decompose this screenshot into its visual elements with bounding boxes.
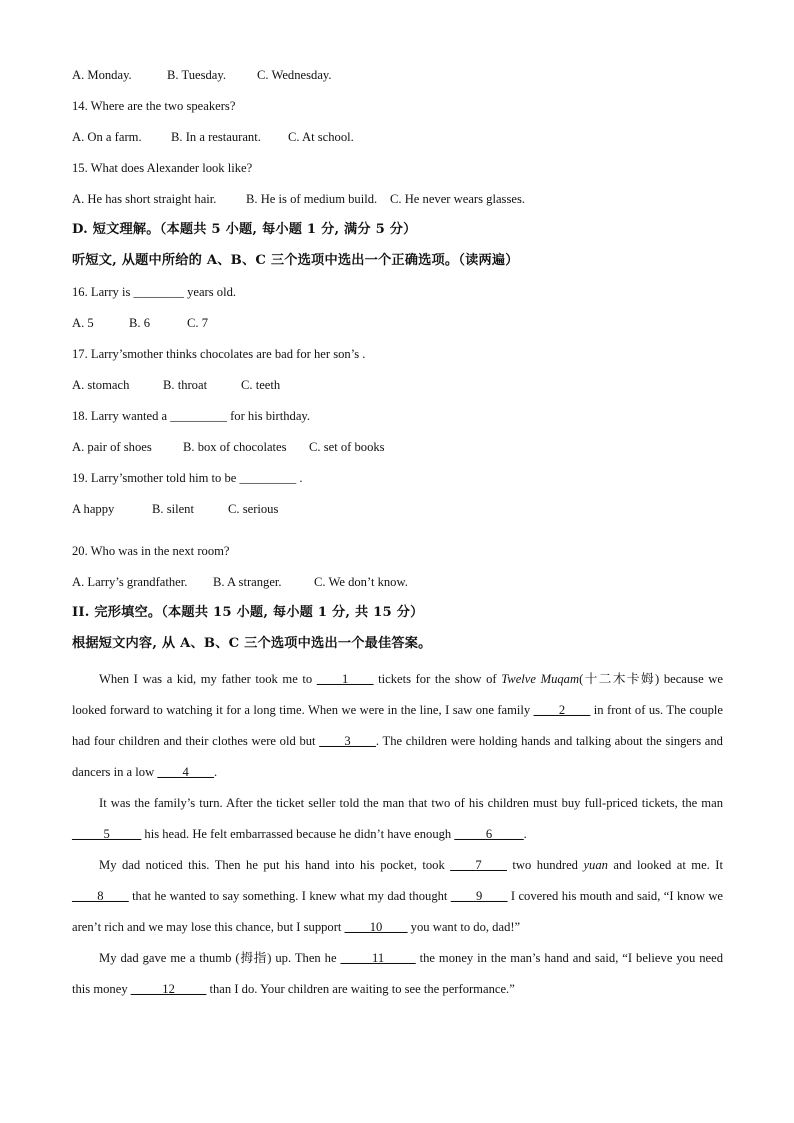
blank-8: ____8____ <box>72 889 129 903</box>
text: two hundred <box>506 858 584 872</box>
passage-paragraph-1 <box>72 664 723 788</box>
q13-options <box>72 64 723 95</box>
spacer <box>72 520 723 540</box>
q19-question: 19. Larry’smother told him to be _________ . <box>72 471 303 485</box>
option-b: B. In a restaurant. <box>171 130 261 144</box>
q14-options <box>72 126 723 157</box>
text: When I was a kid, my father took me to <box>99 672 317 686</box>
text: in front of us. The couple had four children and their clothes were old but <box>72 703 723 748</box>
option-b: B. box of chocolates <box>183 440 287 454</box>
q19-options <box>72 498 723 520</box>
blank-12: _____12_____ <box>130 982 207 996</box>
option-b: B. Tuesday. <box>167 68 227 82</box>
q14-question: 14. Where are the two speakers? <box>72 99 236 113</box>
option-b: B. He is of medium build. <box>246 192 378 206</box>
blank-2: ____2____ <box>533 703 591 717</box>
option-c: C. serious <box>228 502 279 516</box>
option-c: C. He never wears glasses. <box>390 192 525 206</box>
q18-question: 18. Larry wanted a _________ for his birthday. <box>72 409 311 423</box>
show-title: Twelve Muqam <box>501 672 580 686</box>
option-a: A. 5 <box>72 316 94 330</box>
section-2-instruction: 根据短文内容, 从 A、B、C 三个选项中选出一个最佳答案。 <box>72 636 432 651</box>
section-d-title: D. 短文理解。（本题共 5 小题, 每小题 1 分, 满分 5 分） <box>72 222 417 237</box>
q18-options <box>72 436 723 467</box>
q16-question: 16. Larry is ________ years old. <box>72 285 237 299</box>
text: I covered his mouth and said, “I know we aren’t rich and we may lose this chance, but I support <box>72 889 724 934</box>
blank-9: ____9____ <box>450 889 508 903</box>
option-a: A. He has short straight hair. <box>72 192 217 206</box>
passage-paragraph-3 <box>72 850 723 943</box>
text: (十二木卡姆) because we looked forward to watching it for a long time. When we were in the line, I saw one family <box>72 672 723 717</box>
blank-10: ____10____ <box>344 920 408 934</box>
option-b: B. throat <box>163 378 208 392</box>
blank-3: ____3____ <box>319 734 376 748</box>
exam-page <box>72 64 723 1005</box>
q15-question: 15. What does Alexander look like? <box>72 161 253 175</box>
text: . <box>214 765 218 779</box>
text: you want to do, dad!” <box>407 920 521 934</box>
text: . <box>523 827 527 841</box>
text: tickets for the show of <box>373 672 502 686</box>
option-b: B. 6 <box>129 316 150 330</box>
section-d-instruction: 听短文, 从题中所给的 A、B、C 三个选项中选出一个正确选项。（读两遍） <box>72 253 519 268</box>
option-a: A. Larry’s grandfather. <box>72 575 188 589</box>
blank-7: ____7____ <box>450 858 507 872</box>
yuan-word: yuan <box>583 858 608 872</box>
blank-5: _____5_____ <box>72 827 142 841</box>
option-c: C. teeth <box>241 378 281 392</box>
option-c: C. set of books <box>309 440 385 454</box>
q20-question: 20. Who was in the next room? <box>72 544 230 558</box>
option-a: A. pair of shoes <box>72 440 152 454</box>
text: that he wanted to say something. I knew what my dad thought <box>128 889 451 903</box>
q17-options <box>72 374 723 405</box>
option-a: A happy <box>72 502 115 516</box>
text: than I do. Your children are waiting to see the performance.” <box>206 982 515 996</box>
option-a: A. Monday. <box>72 68 132 82</box>
blank-6: _____6_____ <box>454 827 524 841</box>
option-c: C. 7 <box>187 316 208 330</box>
text: and looked at me. It <box>607 858 723 872</box>
option-c: C. At school. <box>288 130 354 144</box>
text: his head. He felt embarrassed because he didn’t have enough <box>141 827 455 841</box>
q16-options <box>72 312 723 343</box>
text: It was the family’s turn. After the ticket seller told the man that two of his children must buy full-priced tickets, the man <box>99 796 723 810</box>
blank-11: _____11_____ <box>340 951 416 965</box>
blank-4: ____4____ <box>157 765 214 779</box>
option-a: A. On a farm. <box>72 130 142 144</box>
option-c: C. Wednesday. <box>257 68 332 82</box>
text: the money in the man’s hand and said, “I believe you need this money <box>72 951 723 996</box>
blank-1: ____1____ <box>316 672 374 686</box>
q17-question: 17. Larry’smother thinks chocolates are bad for her son’s . <box>72 347 366 361</box>
text: My dad noticed this. Then he put his hand into his pocket, took <box>99 858 451 872</box>
option-a: A. stomach <box>72 378 130 392</box>
option-b: B. silent <box>152 502 194 516</box>
section-2-title: II. 完形填空。（本题共 15 小题, 每小题 1 分, 共 15 分） <box>72 605 424 620</box>
q20-options <box>72 571 723 602</box>
passage-paragraph-4 <box>72 943 723 1005</box>
text: My dad gave me a thumb (拇指) up. Then he <box>99 951 341 965</box>
passage-paragraph-2 <box>72 788 723 850</box>
q15-options <box>72 188 723 219</box>
text: . The children were holding hands and talking about the singers and dancers in a low <box>72 734 723 779</box>
option-b: B. A stranger. <box>213 575 282 589</box>
option-c: C. We don’t know. <box>314 575 408 589</box>
